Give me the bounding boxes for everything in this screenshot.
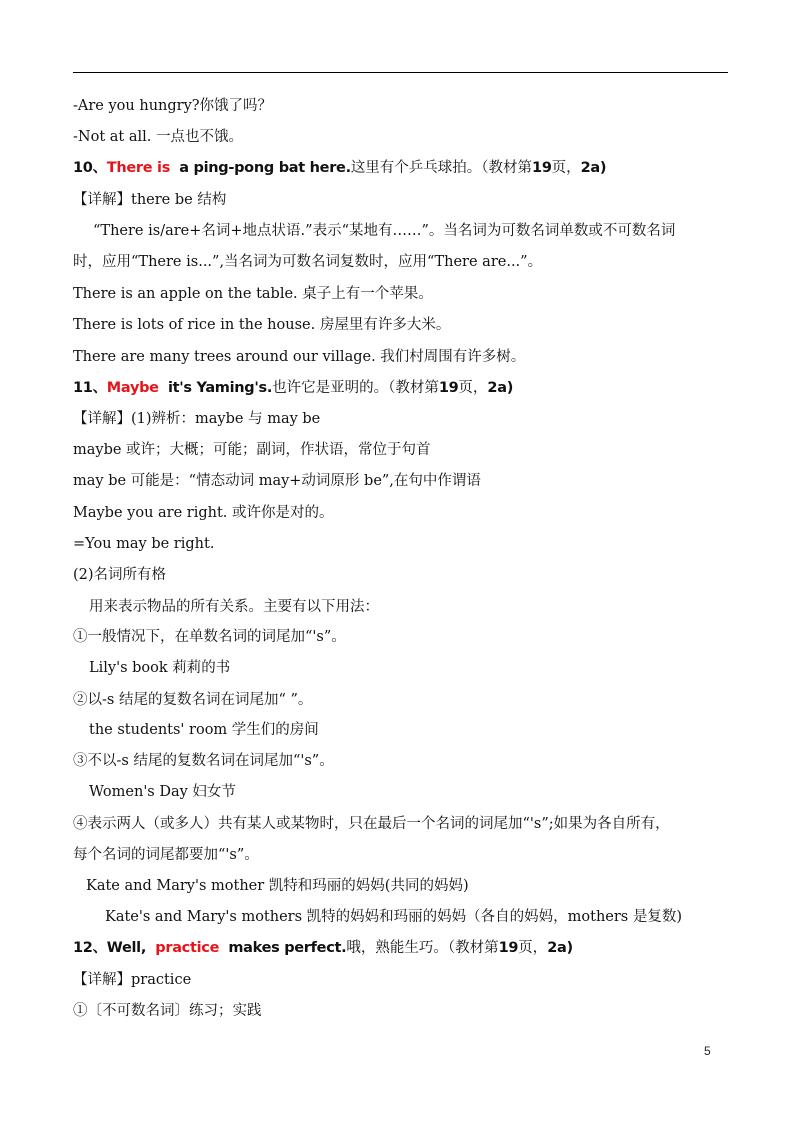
heading-number: 10、 xyxy=(73,160,107,176)
heading-exercise: 2a) xyxy=(580,160,607,176)
heading-keyword: There is xyxy=(106,160,171,176)
heading-exercise: 2a) xyxy=(487,380,514,396)
header-rule xyxy=(73,72,728,73)
heading-page-suffix: 页， xyxy=(518,940,548,956)
text-line: ③不以-s 结尾的复数名词在词尾加“'s”。 xyxy=(73,753,334,769)
text-line: 【详解】practice xyxy=(73,972,192,988)
heading-page-suffix: 页， xyxy=(551,160,581,176)
text-line: ②以-s 结尾的复数名词在词尾加“ ”。 xyxy=(73,692,313,708)
heading-page-suffix: 页， xyxy=(458,380,488,396)
section-heading-10 xyxy=(73,158,606,178)
text-line: 【详解】(1)辨析：maybe 与 may be xyxy=(73,411,321,427)
text-line: 用来表示物品的所有关系。主要有以下用法： xyxy=(89,599,379,615)
heading-translation: 哦，熟能生巧。（教材第 xyxy=(346,940,499,956)
text-line: There is lots of rice in the house. 房屋里有许多大米。 xyxy=(73,317,451,333)
text-line: Kate's and Mary's mothers 凯特的妈妈和玛丽的妈妈（各自的妈妈，mothers 是复数) xyxy=(105,909,683,925)
heading-sentence: makes perfect. xyxy=(228,940,347,956)
heading-translation: 也许它是亚明的。（教材第 xyxy=(272,380,439,396)
text-line: ④表示两人（或多人）共有某人或某物时，只在最后一个名词的词尾加“'s”;如果为各自所有， xyxy=(73,816,670,832)
page-number: 5 xyxy=(704,1044,711,1058)
text-line: ①一般情况下，在单数名词的词尾加“'s”。 xyxy=(73,629,346,645)
text-line: may be 可能是：“情态动词 may+动词原形 be”,在句中作谓语 xyxy=(73,473,481,489)
section-heading-12 xyxy=(73,938,573,958)
text-line: the students' room 学生们的房间 xyxy=(89,722,319,738)
text-line: Maybe you are right. 或许你是对的。 xyxy=(73,505,334,521)
heading-translation: 这里有个乒乓球拍。（教材第 xyxy=(350,160,533,176)
text-line: “There is/are+名词+地点状语.”表示“某地有……”。当名词为可数名词单数或不可数名词 xyxy=(93,223,676,239)
text-line: 每个名词的词尾都要加“'s”。 xyxy=(73,847,259,863)
heading-page: 19 xyxy=(498,940,519,956)
text-line: Lily's book 莉莉的书 xyxy=(89,660,231,676)
section-heading-11 xyxy=(73,378,513,398)
text-line: 时，应用“There is...”,当名词为可数名词复数时，应用“There are...”。 xyxy=(73,254,543,270)
text-line: Women's Day 妇女节 xyxy=(89,784,236,800)
heading-number: 12、 xyxy=(73,940,107,956)
heading-sentence: a ping-pong bat here. xyxy=(179,160,351,176)
text-line: -Are you hungry?你饿了吗？ xyxy=(73,98,273,114)
text-line: There are many trees around our village. 我们村周围有许多树。 xyxy=(73,349,526,365)
heading-page: 19 xyxy=(532,160,552,176)
heading-exercise: 2a) xyxy=(547,940,573,956)
heading-number: 11、 xyxy=(73,380,107,396)
text-line: Kate and Mary's mother 凯特和玛丽的妈妈(共同的妈妈) xyxy=(86,878,469,894)
text-line: (2)名词所有格 xyxy=(73,567,167,583)
text-line: maybe 或许；大概；可能；副词，作状语，常位于句首 xyxy=(73,442,431,458)
text-line: ①〔不可数名词〕练习；实践 xyxy=(73,1003,262,1019)
heading-keyword: Maybe xyxy=(106,380,159,396)
heading-page: 19 xyxy=(438,380,459,396)
text-line: 【详解】there be 结构 xyxy=(73,192,227,208)
text-line: -Not at all. 一点也不饿。 xyxy=(73,129,243,145)
heading-keyword: practice xyxy=(155,940,220,956)
heading-sentence: it's Yaming's. xyxy=(167,380,273,396)
text-line: There is an apple on the table. 桌子上有一个苹果。 xyxy=(73,286,433,302)
text-line: =You may be right. xyxy=(73,536,215,552)
heading-prefix: Well, xyxy=(106,940,147,956)
